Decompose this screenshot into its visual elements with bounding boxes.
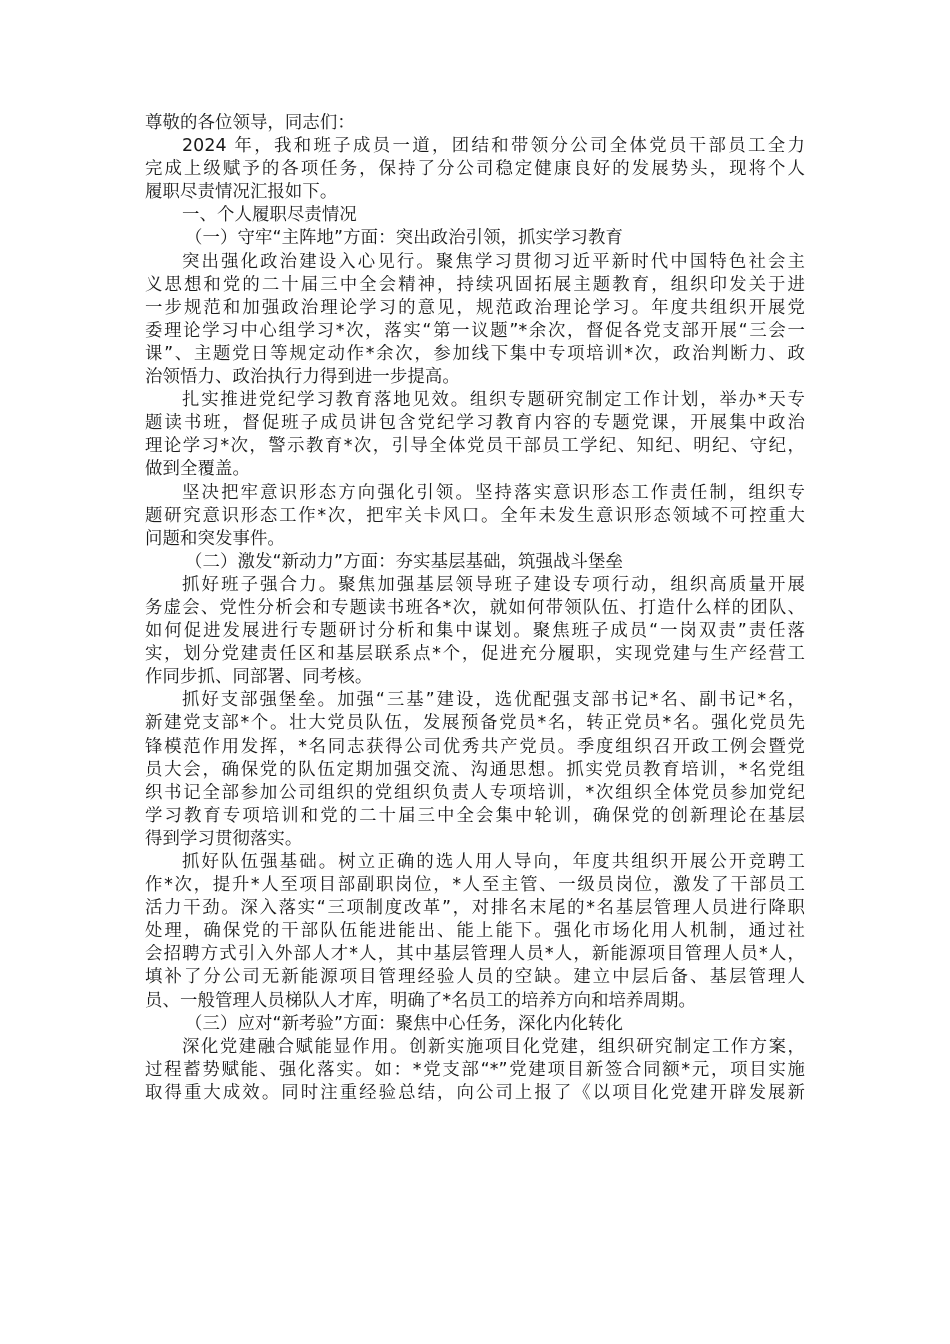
body-line: 务虚会、党性分析会和专题读书班各*次，就如何带领队伍、打造什么样的团队、 xyxy=(145,597,805,618)
body-line: 取得重大成效。同时注重经验总结，向公司上报了《以项目化党建开辟发展新 xyxy=(145,1082,805,1103)
paragraph-first-line: 坚决把牢意识形态方向强化引领。坚持落实意识形态工作责任制，组织专 xyxy=(182,482,805,503)
body-line: 处理，确保党的干部队伍能进能出、能上能下。强化市场化用人机制，通过社 xyxy=(145,921,805,942)
subsection-heading: （三）应对“新考验”方面：聚焦中心任务，深化内化转化 xyxy=(185,1013,623,1034)
body-line: 作*次，提升*人至项目部副职岗位，*人至主管、一级员岗位，激发了干部员工 xyxy=(145,875,805,896)
body-line: 会招聘方式引入外部人才*人，其中基层管理人员*人，新能源项目管理人员*人， xyxy=(145,944,805,965)
document-body xyxy=(145,112,805,1105)
body-line: 如何促进发展进行专题研讨分析和集中谋划。聚焦班子成员“一岗双责”责任落 xyxy=(145,621,805,642)
paragraph-first-line: 2024 年，我和班子成员一道，团结和带领分公司全体党员干部员工全力 xyxy=(182,136,805,157)
paragraph-first-line: 抓好班子强合力。聚焦加强基层领导班子建设专项行动，组织高质量开展 xyxy=(182,574,805,595)
body-line: 填补了分公司无新能源项目管理经验人员的空缺。建立中层后备、基层管理人 xyxy=(145,967,805,988)
paragraph-last-line: 作同步抓、同部署、同考核。 xyxy=(145,667,373,688)
paragraph-last-line: 履职尽责情况汇报如下。 xyxy=(145,182,338,203)
subsection-heading: （一）守牢“主阵地”方面：突出政治引领，抓实学习教育 xyxy=(185,228,623,249)
body-line: 委理论学习中心组学习*次，落实“第一议题”*余次，督促各党支部开展“三会一 xyxy=(145,320,805,341)
paragraph-last-line: 员、一般管理人员梯队人才库，明确了*名员工的培养方向和培养周期。 xyxy=(145,990,697,1011)
paragraph-first-line: 抓好队伍强基础。树立正确的选人用人导向，年度共组织开展公开竞聘工 xyxy=(182,852,805,872)
paragraph-first-line: 深化党建融合赋能显作用。创新实施项目化党建，组织研究制定工作方案， xyxy=(182,1036,805,1057)
body-line: 完成上级赋予的各项任务，保持了分公司稳定健康良好的发展势头，现将个人 xyxy=(145,159,805,180)
paragraph-last-line: 治领悟力、政治执行力得到进一步提高。 xyxy=(145,367,460,388)
body-line: 员大会，确保党的队伍定期加强交流、沟通思想。抓实党员教育培训，*名党组 xyxy=(145,759,805,780)
body-line: 实，划分党建责任区和基层联系点*个，促进充分履职，实现党建与生产经营工 xyxy=(145,644,805,665)
body-line: 理论学习*次，警示教育*次，引导全体党员干部员工学纪、知纪、明纪、守纪， xyxy=(145,436,805,457)
paragraph-last-line: 做到全覆盖。 xyxy=(145,459,250,480)
body-line: 题读书班，督促班子成员讲包含党纪学习教育内容的专题党课，开展集中政治 xyxy=(145,413,805,434)
body-line: 锋模范作用发挥，*名同志获得公司优秀共产党员。季度组织召开政工例会暨党 xyxy=(145,736,805,757)
paragraph-first-line: 扎实推进党纪学习教育落地见效。组织专题研究制定工作计划，举办*天专 xyxy=(182,390,805,411)
salutation: 尊敬的各位领导，同志们： xyxy=(145,113,355,133)
paragraph-last-line: 得到学习贯彻落实。 xyxy=(145,828,303,849)
subsection-heading: （二）激发“新动力”方面：夯实基层基础，筑强战斗堡垒 xyxy=(185,551,623,572)
paragraph-first-line: 突出强化政治建设入心见行。聚焦学习贯彻习近平新时代中国特色社会主 xyxy=(182,251,805,272)
body-line: 一步规范和加强政治理论学习的意见，规范政治理论学习。年度共组织开展党 xyxy=(145,297,805,318)
body-line: 过程蓄势赋能、强化落实。如：*党支部“*”党建项目新签合同额*元，项目实施 xyxy=(145,1059,805,1080)
paragraph-first-line: 抓好支部强堡垒。加强“三基”建设，选优配强支部书记*名、副书记*名， xyxy=(182,690,806,711)
body-line: 活力干劲。深入落实“三项制度改革”，对排名末尾的*名基层管理人员进行降职 xyxy=(145,898,805,919)
body-line: 题研究意识形态工作*次，把牢关卡风口。全年未发生意识形态领域不可控重大 xyxy=(145,505,805,526)
body-line: 新建党支部*个。壮大党员队伍，发展预备党员*名，转正党员*名。强化党员先 xyxy=(145,713,805,734)
body-line: 课”、主题党日等规定动作*余次，参加线下集中专项培训*次，政治判断力、政 xyxy=(145,343,805,364)
paragraph-last-line: 问题和突发事件。 xyxy=(145,528,285,549)
body-line: 织书记全部参加公司组织的党组织负责人专项培训，*次组织全体党员参加党纪 xyxy=(145,782,805,803)
body-line: 义思想和党的二十届三中全会精神，持续巩固拓展主题教育，组织印发关于进 xyxy=(145,274,805,295)
section-heading: 一、个人履职尽责情况 xyxy=(182,205,357,226)
body-line: 学习教育专项培训和党的二十届三中全会集中轮训，确保党的创新理论在基层 xyxy=(145,805,805,826)
